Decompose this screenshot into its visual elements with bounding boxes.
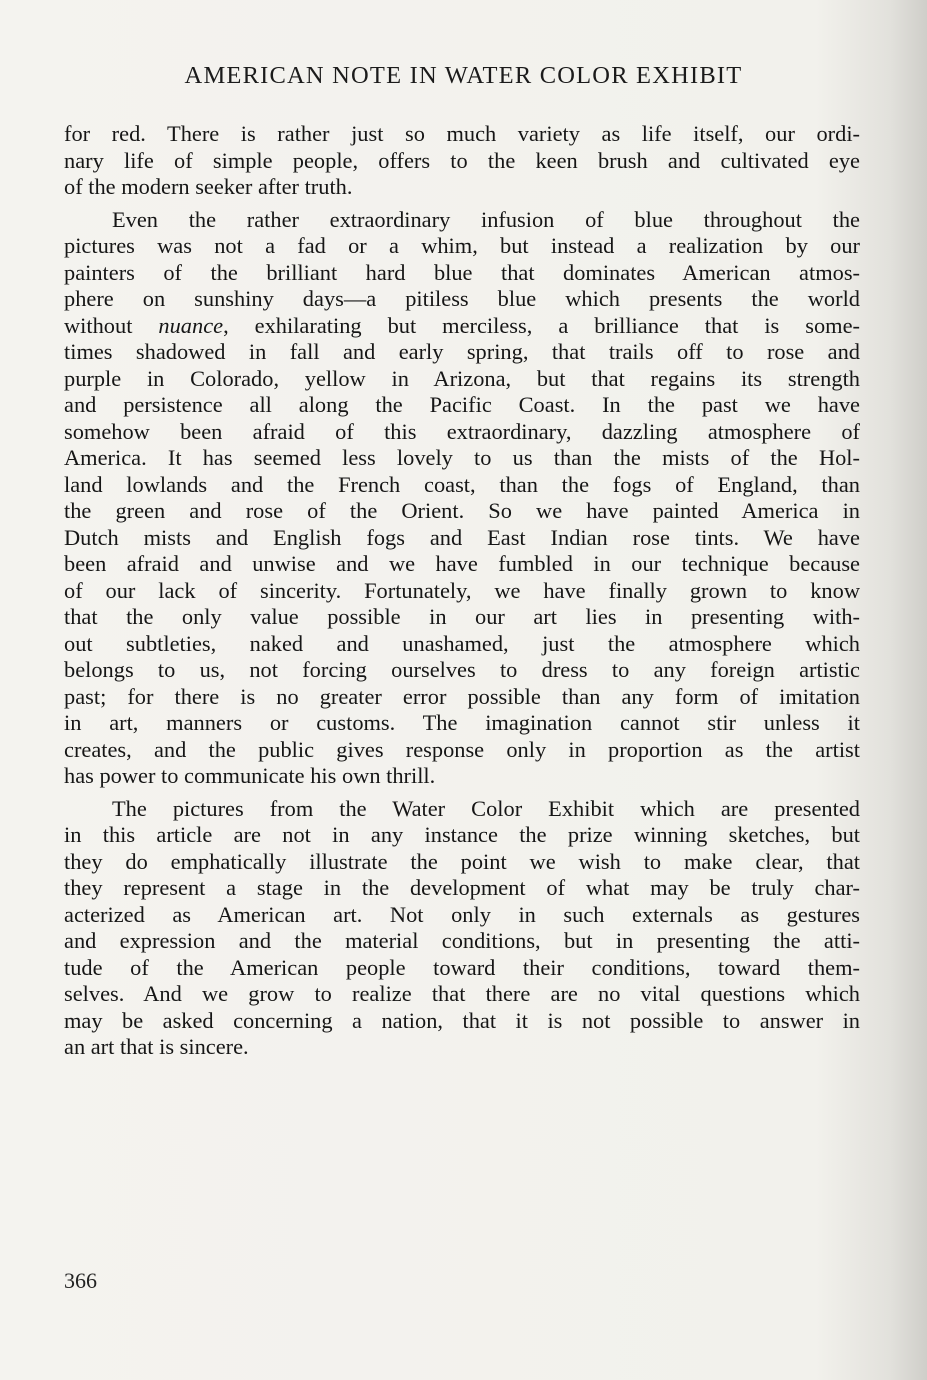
text-line: times shadowed in fall and early spring, that trails off to rose and <box>64 339 860 364</box>
text-line: Dutch mists and English fogs and East Indian rose tints. We have <box>64 524 860 550</box>
text-line: of the modern seeker after truth. <box>64 174 353 199</box>
text-line: pictures was not a fad or a whim, but instead a realization by our <box>64 233 860 258</box>
text-line: been afraid and unwise and we have fumbled in our technique because <box>64 551 860 576</box>
text-line: an art that is sincere. <box>64 1034 249 1059</box>
page-number: 366 <box>64 1268 97 1293</box>
text-line: that the only value possible in our art lies in presenting with- <box>64 604 860 629</box>
paragraph-2 <box>64 207 860 790</box>
text-line: of our lack of sincerity. Fortunately, we have finally grown to know <box>64 577 860 603</box>
text-line: they do emphatically illustrate the point we wish to make clear, that <box>64 848 860 874</box>
text-line: in art, manners or customs. The imagination cannot stir unless it <box>64 710 860 735</box>
text-line: they represent a stage in the development of what may be truly char- <box>64 875 860 900</box>
italic-word: nuance <box>158 312 224 338</box>
text-line: Even the rather extraordinary infusion of blue throughout the <box>112 206 860 232</box>
text-line: and expression and the material conditions, but in presenting the atti- <box>64 928 860 953</box>
text-line: acterized as American art. Not only in such externals as gestures <box>64 901 860 927</box>
text-line: selves. And we grow to realize that there are no vital questions which <box>64 981 860 1006</box>
text-line: The pictures from the Water Color Exhibit which are presented <box>112 795 860 821</box>
running-head: AMERICAN NOTE IN WATER COLOR EXHIBIT <box>184 62 743 89</box>
text-line: land lowlands and the French coast, than the fogs of England, than <box>64 471 860 497</box>
text-line: out subtleties, naked and unashamed, just the atmosphere which <box>64 630 860 656</box>
text-line: past; for there is no greater error possible than any form of imitation <box>64 683 860 709</box>
text-line: and persistence all along the Pacific Coast. In the past we have <box>64 392 860 417</box>
text-line: the green and rose of the Orient. So we have painted America in <box>64 498 860 523</box>
text-line: somehow been afraid of this extraordinary, dazzling atmosphere of <box>64 418 860 444</box>
text-line: purple in Colorado, yellow in Arizona, but that regains its strength <box>64 365 860 391</box>
text-line: creates, and the public gives response only in proportion as the artist <box>64 736 860 762</box>
text-line <box>64 313 860 340</box>
body-text <box>64 121 860 1061</box>
paragraph-3 <box>64 796 860 1061</box>
text-line: America. It has seemed less lovely to us than the mists of the Hol- <box>64 445 860 470</box>
text-fragment: , exhilarating but merciless, a brilliance that is some- <box>223 312 860 338</box>
text-fragment: without <box>64 312 159 338</box>
text-line: in this article are not in any instance the prize winning sketches, but <box>64 822 860 847</box>
paragraph-1 <box>64 121 860 201</box>
text-line: for red. There is rather just so much variety as life itself, our ordi- <box>64 121 860 146</box>
text-line: nary life of simple people, offers to the keen brush and cultivated eye <box>64 147 860 173</box>
text-line: belongs to us, not forcing ourselves to dress to any foreign artistic <box>64 657 860 682</box>
text-line: phere on sunshiny days—a pitiless blue which presents the world <box>64 286 860 311</box>
text-line: has power to communicate his own thrill. <box>64 763 436 788</box>
text-line: tude of the American people toward their conditions, toward them- <box>64 954 860 980</box>
text-line: painters of the brilliant hard blue that dominates American atmos- <box>64 259 860 285</box>
text-line: may be asked concerning a nation, that it is not possible to answer in <box>64 1007 860 1033</box>
